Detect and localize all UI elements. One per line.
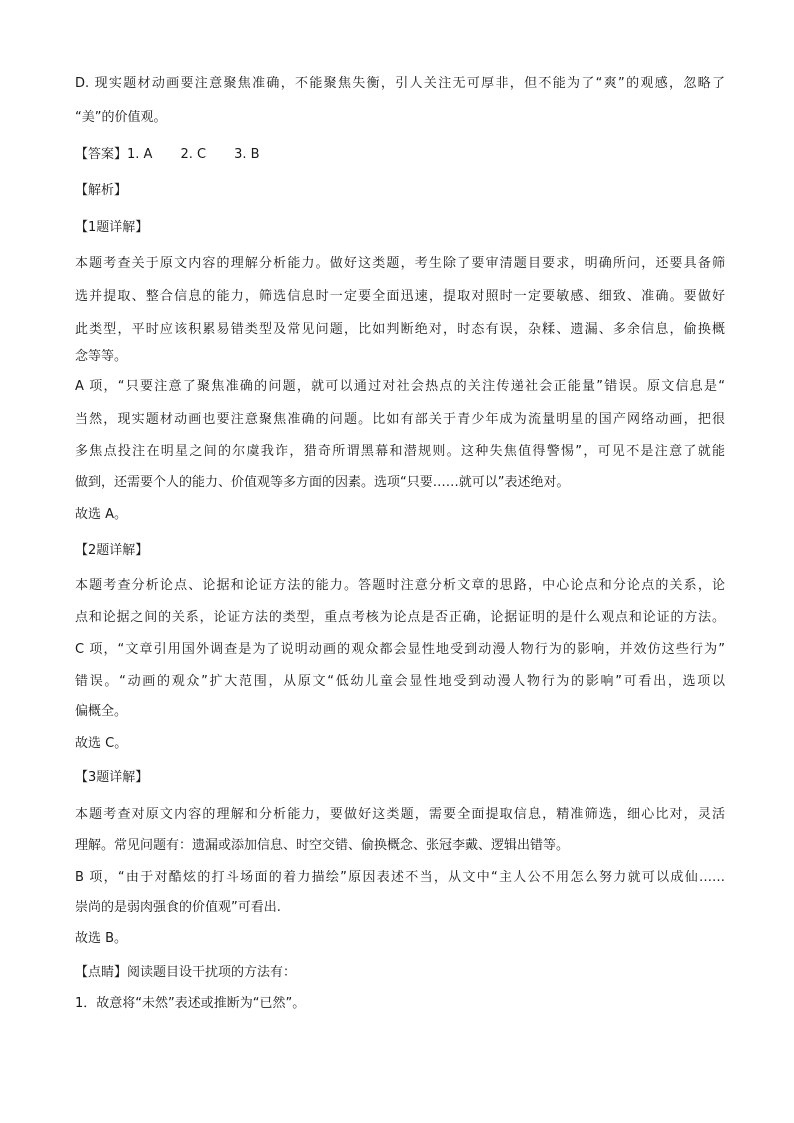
- q3-heading: 【3题详解】: [75, 770, 149, 785]
- q2-conclusion: 故选 C。: [75, 736, 128, 751]
- q2-line-4: 错误。“动画的观众”扩大范围，从原文“低幼儿童会显性地受到动漫人物行为的影响”可看出，选项以: [75, 674, 725, 689]
- q3-line-3: B 项，“由于对酷炫的打斗场面的着力描绘”原因表述不当，从文中“主人公不用怎么努力就可以成仙……: [75, 870, 725, 885]
- q1-line-5: A 项，“只要注意了聚焦准确的问题，就可以通过对社会热点的关注传递社会正能量”错误。原文信息是“: [75, 379, 725, 394]
- answer-item-2: 2. C: [180, 147, 207, 162]
- answer-row: [75, 145, 288, 165]
- q1-line-7: 多焦点投注在明星之间的尔虞我诈，猎奇所谓黑幕和潜规则。这种失焦值得警惕”，可见不是注意了就能: [75, 444, 725, 459]
- q1-line-3: 此类型，平时应该积累易错类型及常见问题，比如判断绝对，时态有误，杂糅、遗漏、多余信息，偷换概: [75, 322, 725, 337]
- q1-line-6: 当然，现实题材动画也要注意聚焦准确的问题。比如有部关于青少年成为流量明星的国产网络动画，把很: [75, 412, 725, 427]
- option-d-line-1: D. 现实题材动画要注意聚焦准确，不能聚焦失衡，引人关注无可厚非，但不能为了“爽”的观感，忽略了: [75, 76, 725, 91]
- q3-line-2: 理解。常见问题有：遗漏或添加信息、时空交错、偷换概念、张冠李戴、逻辑出错等。: [75, 838, 570, 853]
- tip-row: [75, 963, 296, 983]
- answer-label: 【答案】: [75, 147, 128, 162]
- q1-heading: 【1题详解】: [75, 220, 149, 235]
- q3-line-4: 崇尚的是弱肉强食的价值观”可看出.: [75, 900, 281, 915]
- q1-line-4: 念等等。: [75, 349, 128, 364]
- tip-label: 【点睛】: [75, 965, 128, 980]
- q3-line-1: 本题考查对原文内容的理解和分析能力，要做好这类题，需要全面提取信息，精准筛选，细心比对，灵活: [75, 807, 725, 822]
- q1-line-8: 做到，还需要个人的能力、价值观等多方面的因素。选项“只要……就可以”表述绝对。: [75, 475, 570, 490]
- answer-item-1: 1. A: [127, 147, 153, 162]
- q3-conclusion: 故选 B。: [75, 931, 128, 946]
- tip-text: 阅读题目设干扰项的方法有：: [127, 965, 297, 980]
- q2-heading: 【2题详解】: [75, 543, 149, 558]
- q2-line-2: 点和论据之间的关系，论证方法的类型，重点考核为论点是否正确，论据证明的是什么观点和论证的方法。: [75, 610, 725, 625]
- answer-item-3: 3. B: [234, 147, 260, 162]
- q1-line-1: 本题考查关于原文内容的理解分析能力。做好这类题，考生除了要审清题目要求，明确所问，还要具备筛: [75, 256, 725, 271]
- q1-line-2: 选并提取、整合信息的能力，筛选信息时一定要全面迅速，提取对照时一定要敏感、细致、准确。要做好: [75, 289, 725, 304]
- analysis-heading: 【解析】: [75, 183, 128, 198]
- q1-conclusion: 故选 A。: [75, 507, 128, 522]
- option-d-line-2: “美”的价值观。: [75, 110, 167, 125]
- tip-item-1: 1．故意将“未然”表述或推断为“已然”。: [75, 996, 306, 1011]
- q2-line-5: 偏概全。: [75, 704, 128, 719]
- q2-line-1: 本题考查分析论点、论据和论证方法的能力。答题时注意分析文章的思路，中心论点和分论点的关系，论: [75, 578, 725, 593]
- q2-line-3: C 项，“文章引用国外调查是为了说明动画的观众都会显性地受到动漫人物行为的影响，并效仿这些行为”: [75, 642, 725, 657]
